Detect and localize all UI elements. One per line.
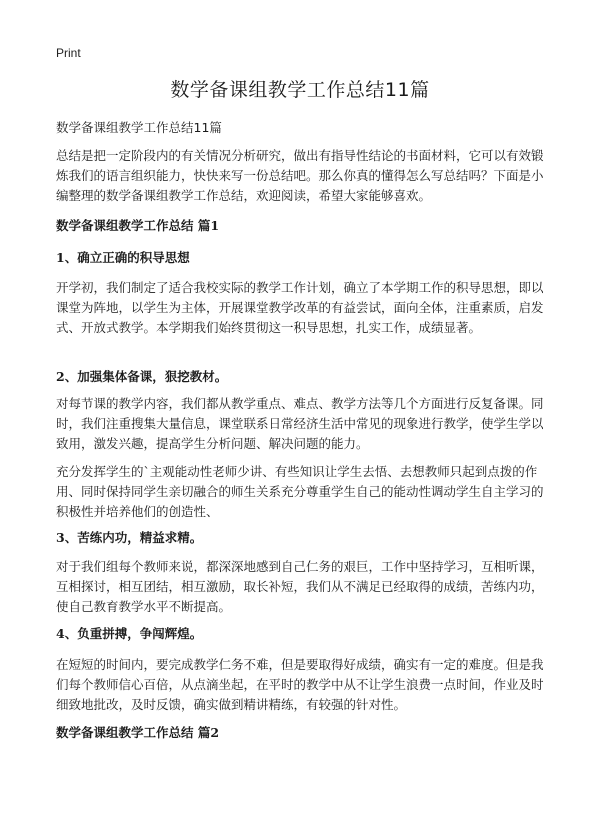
section-heading-1: 数学备课组教学工作总结 篇1 bbox=[56, 218, 220, 233]
subheading-3: 3、苦练内功，精益求精。 bbox=[56, 530, 203, 545]
print-link[interactable]: Print bbox=[56, 46, 81, 60]
page-title: 数学备课组教学工作总结11篇 bbox=[170, 79, 430, 101]
paragraph-2: 对每节课的教学内容，我们都从教学重点、难点、教学方法等几个方面进行反复备课。同时，我们注重搜集大量信息，课堂联系日常经济生活中常见的现象进行教学，使学生学以致用，激发兴趣，提高学生分析问题、解决问题的能力。 bbox=[56, 396, 544, 451]
paragraph-4: 对于我们组每个教师来说，都深深地感到自己仁务的艰巨，工作中坚持学习，互相听课，互相探讨，相互团结，相互激励，取长补短，我们从不满足已经取得的成绩，苦练内功，使自己教育教学水平不断提高。 bbox=[56, 559, 544, 614]
section-heading-2: 数学备课组教学工作总结 篇2 bbox=[56, 725, 220, 740]
paragraph-3: 充分发挥学生的`主观能动性老师少讲、有些知识让学生去悟、去想教师只起到点拨的作用、同时保持同学生亲切融合的师生关系充分尊重学生自己的能动性调动学生自主学习的积极性并培养他们的创造性、 bbox=[56, 464, 544, 519]
subheading-2: 2、加强集体备课，狠挖教材。 bbox=[56, 369, 228, 384]
subheading-1: 1、确立正确的积导思想 bbox=[56, 250, 190, 265]
paragraph-1: 开学初，我们制定了适合我校实际的教学工作计划，确立了本学期工作的积导思想，即以课堂为阵地，以学生为主体，开展课堂教学改革的有益尝试，面向全体，注重素质，启发式、开放式教学。本学期我们始终贯彻这一积导思想，扎实工作，成绩显著。 bbox=[56, 280, 544, 335]
document-subtitle: 数学备课组教学工作总结11篇 bbox=[56, 120, 222, 135]
intro-paragraph: 总结是把一定阶段内的有关情况分析研究，做出有指导性结论的书面材料，它可以有效锻炼我们的语言组织能力，快快来写一份总结吧。那么你真的懂得怎么写总结吗？下面是小编整理的数学备课组教学工作总结，欢迎阅读，希望大家能够喜欢。 bbox=[56, 148, 544, 203]
paragraph-5: 在短短的时间内，要完成教学仁务不难，但是要取得好成绩，确实有一定的难度。但是我们每个教师信心百倍，从点滴坐起，在平时的教学中从不让学生浪费一点时间，作业及时细致地批改，及时反馈，确实做到精讲精练，有较强的针对性。 bbox=[56, 657, 544, 712]
subheading-4: 4、负重拼搏，争闯辉煌。 bbox=[56, 626, 203, 641]
